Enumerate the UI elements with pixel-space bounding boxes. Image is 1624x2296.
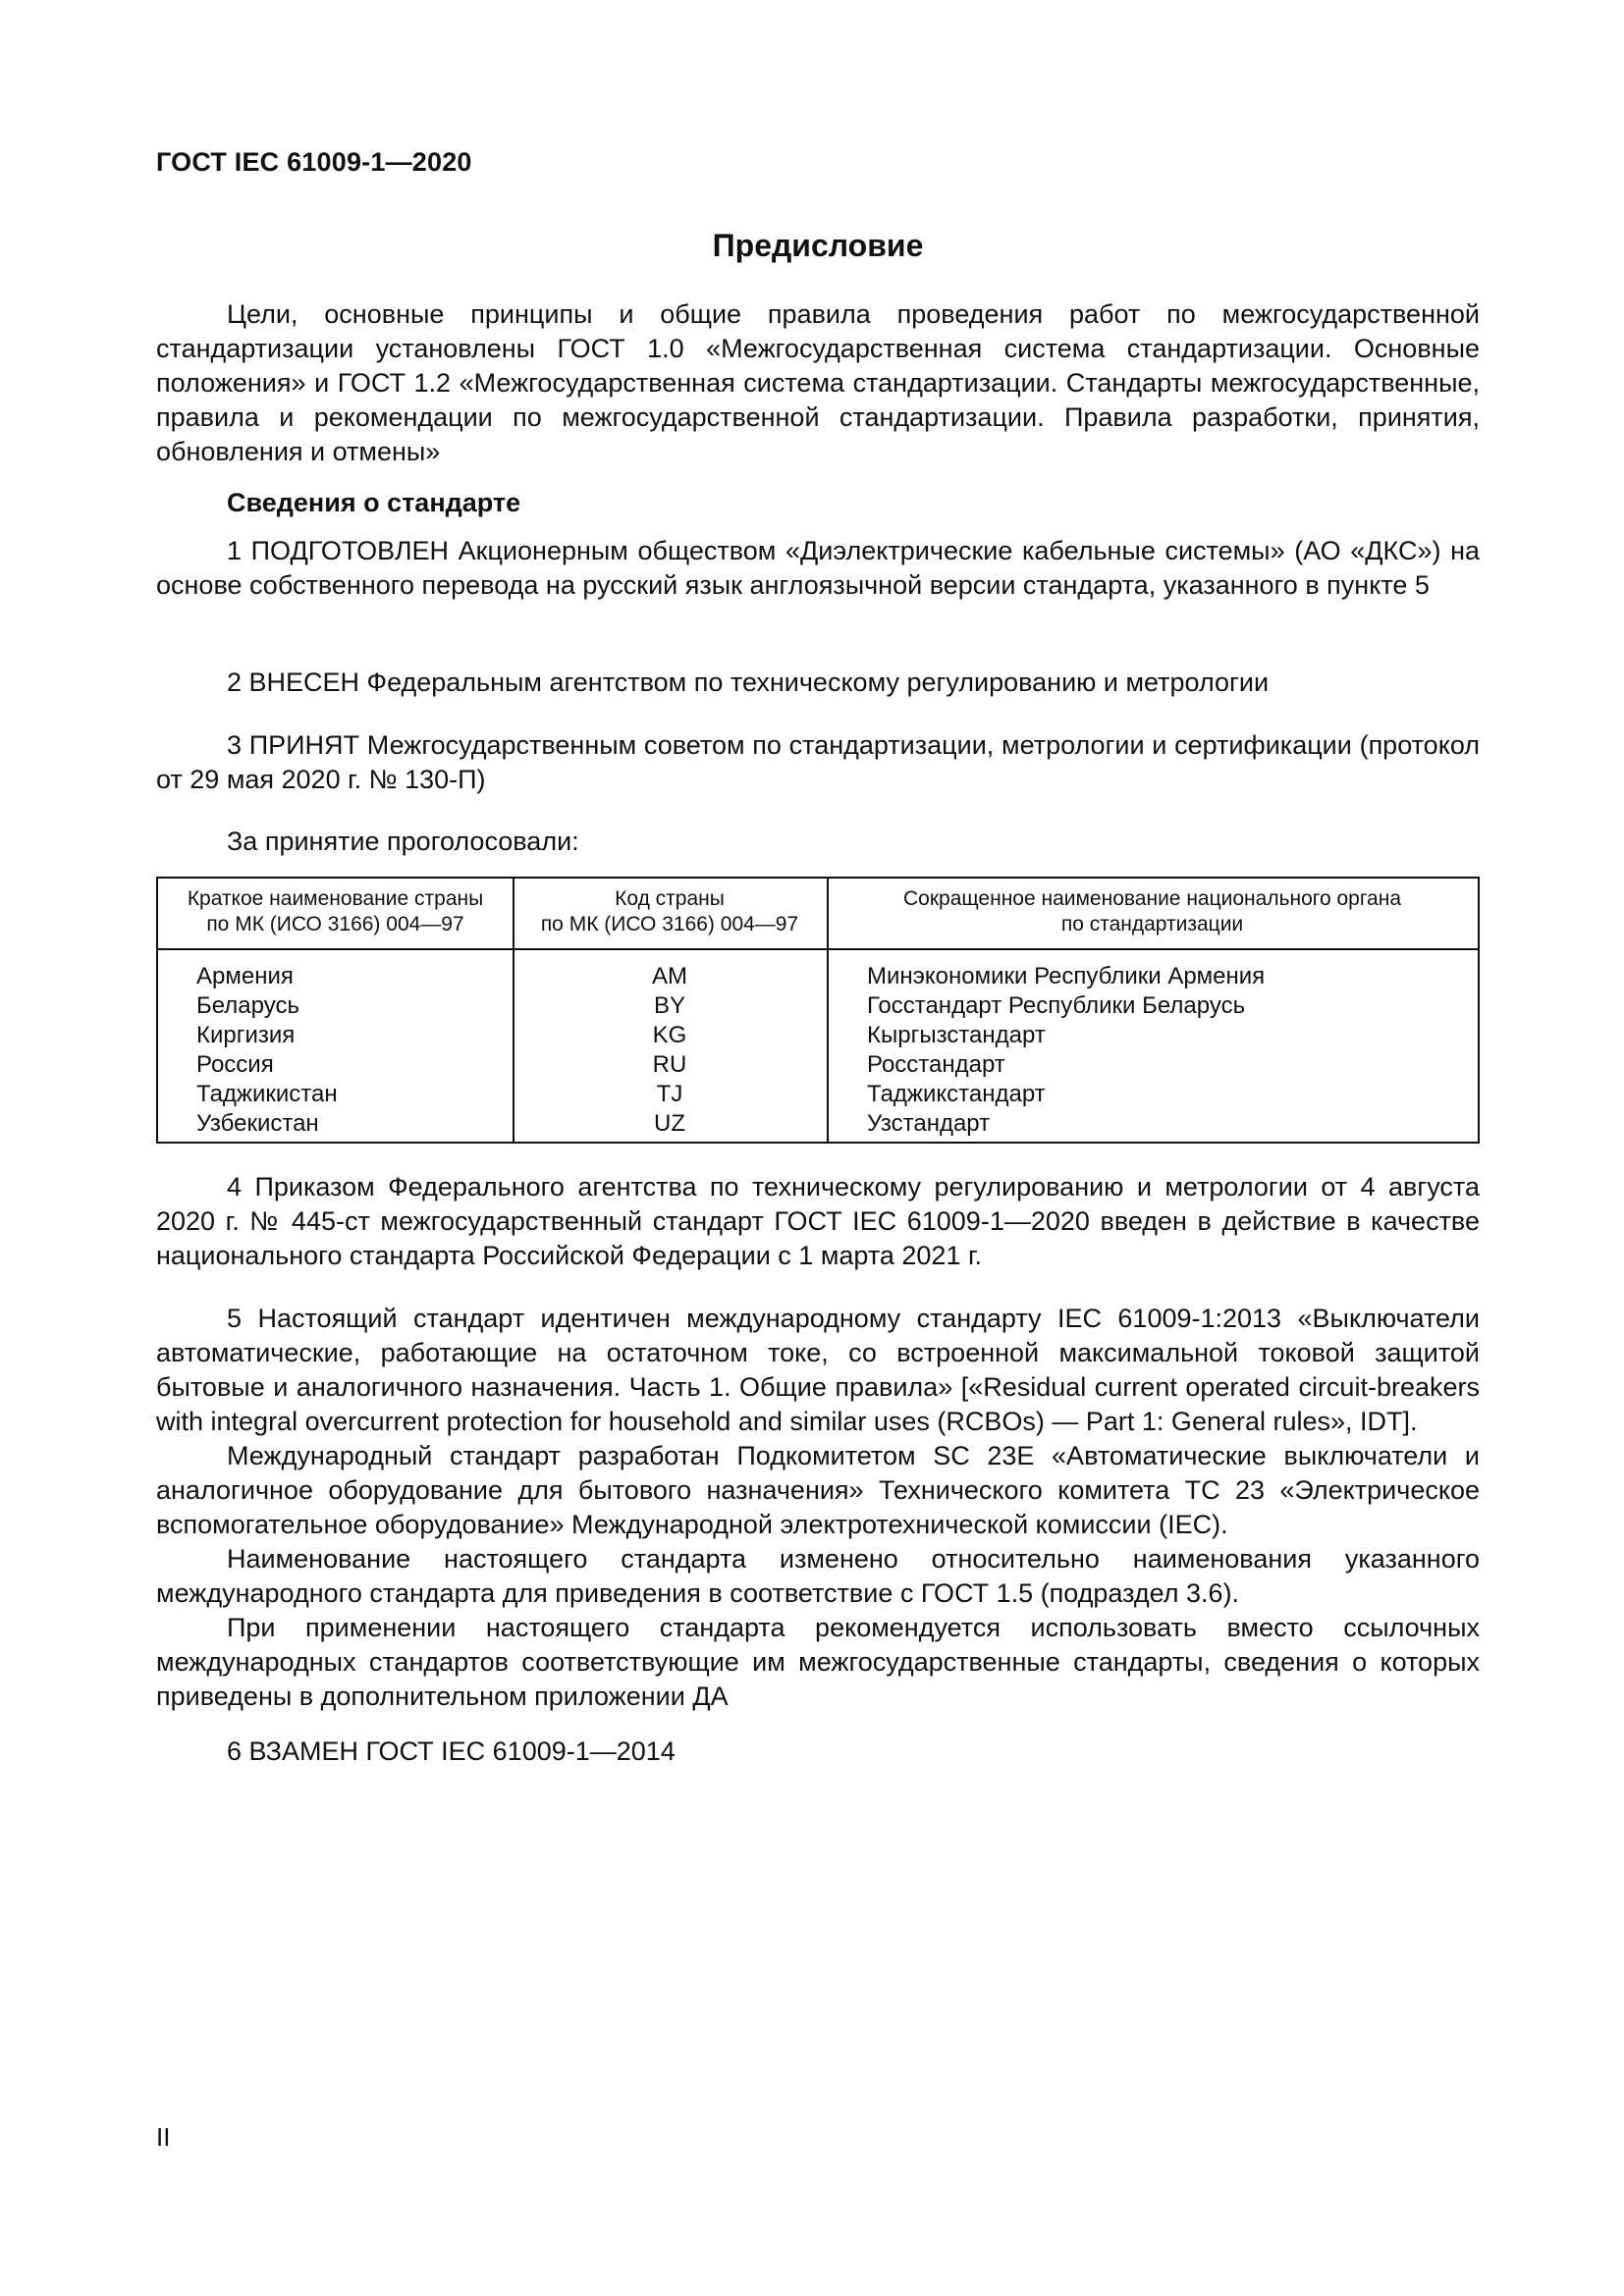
table-cell-body: Госстандарт Республики Беларусь xyxy=(867,992,1246,1019)
table-cell-body: Минэкономики Республики Армения xyxy=(867,963,1266,989)
item-3: 3 ПРИНЯТ Межгосударственным советом по стандартизации, метрологии и сертификации (протокол от 29 мая 2020 г. № 130-П) xyxy=(156,730,1480,794)
table-cell-code: AM xyxy=(652,963,687,989)
table-cell-code: BY xyxy=(653,992,685,1019)
table-cell-code: KG xyxy=(652,1022,687,1048)
table-cell-country: Таджикистан xyxy=(196,1081,338,1107)
item-6: 6 ВЗАМЕН ГОСТ IEC 61009-1—2014 xyxy=(227,1736,676,1766)
table-cell-code: TJ xyxy=(656,1081,683,1107)
table-cell-body: Узстандарт xyxy=(867,1110,991,1137)
intro-paragraph: Цели, основные принципы и общие правила проведения работ по межгосударственной стандартизации установлены ГОСТ 1.0 «Межгосударственная система стандартизации. Основные положения» и ГОСТ 1.2 «Межгосударственная система стандартизации. Стандарты межгосударственные, правила и рекомендации по межгосударственной стандартизации. Правила разработки, принятия, обновления и отмены» xyxy=(156,299,1480,466)
table-header-code: Код страны по МК (ИСО 3166) 004—97 xyxy=(540,887,799,935)
table-cell-code: UZ xyxy=(654,1110,685,1137)
voted-label: За принятие проголосовали: xyxy=(227,827,579,856)
document-code: ГОСТ IEC 61009-1—2020 xyxy=(156,147,472,177)
item-5-paragraph-4: При применении настоящего стандарта рекомендуется использовать вместо ссылочных международных стандартов соответствующие им межгосударственные стандарты, сведения о которых приведены в дополнительном приложении ДА xyxy=(156,1613,1480,1711)
page-title: Предисловие xyxy=(712,228,924,263)
table-cell-body: Таджикстандарт xyxy=(867,1081,1046,1107)
table-cell-country: Армения xyxy=(196,963,294,989)
document-page xyxy=(156,0,1480,2296)
table-column-country xyxy=(196,962,338,1139)
table-cell-country: Беларусь xyxy=(196,992,299,1019)
table-cell-country: Узбекистан xyxy=(196,1110,319,1137)
item-5-paragraph-3: Наименование настоящего стандарта изменено относительно наименования указанного международного стандарта для приведения в соответствие с ГОСТ 1.5 (подраздел 3.6). xyxy=(156,1544,1480,1608)
table-header-country: Краткое наименование страны по МК (ИСО 3166) 004—97 xyxy=(187,887,484,935)
section-heading: Сведения о стандарте xyxy=(227,488,521,517)
item-5-paragraph-2: Международный стандарт разработан Подкомитетом SC 23E «Автоматические выключатели и аналогичное оборудование для бытового назначения» Технического комитета TC 23 «Электрическое вспомогательное оборудование» Международной электротехнической комиссии (IEC). xyxy=(156,1441,1480,1539)
item-2: 2 ВНЕСЕН Федеральным агентством по техническому регулированию и метрологии xyxy=(227,667,1270,697)
table-cell-code: RU xyxy=(652,1051,687,1078)
page-number: II xyxy=(156,2122,171,2152)
table-cell-body: Кыргызстандарт xyxy=(867,1022,1046,1048)
item-1: 1 ПОДГОТОВЛЕН Акционерным обществом «Диэлектрические кабельные системы» (АО «ДКС») на основе собственного перевода на русский язык англоязычной версии стандарта, указанного в пункте 5 xyxy=(156,536,1480,600)
table-column-code xyxy=(513,962,827,1139)
table-cell-body: Росстандарт xyxy=(867,1051,1005,1078)
table-cell-country: Россия xyxy=(196,1051,274,1078)
table-header-body: Сокращенное наименование национального органа по стандартизации xyxy=(902,887,1402,935)
item-4: 4 Приказом Федерального агентства по техническому регулированию и метрологии от 4 августа 2020 г. № 445-ст межгосударственный стандарт ГОСТ IEC 61009-1—2020 введен в действие в качестве национального стандарта Российской Федерации с 1 марта 2021 г. xyxy=(156,1172,1480,1270)
voting-table xyxy=(156,877,1480,1144)
table-column-body xyxy=(867,962,1265,1139)
table-header-divider xyxy=(158,948,1478,950)
item-5: 5 Настоящий стандарт идентичен международному стандарту IEC 61009-1:2013 «Выключатели автоматические, работающие на остаточном токе, со встроенной максимальной токовой защитой бытовые и аналогичного назначения. Часть 1. Общие правила» [«Residual current operated circuit-breakers with integral overcurrent protection for household and similar uses (RCBOs) — Part 1: General rules», IDT]. xyxy=(156,1304,1480,1436)
table-cell-country: Киргизия xyxy=(196,1022,296,1048)
